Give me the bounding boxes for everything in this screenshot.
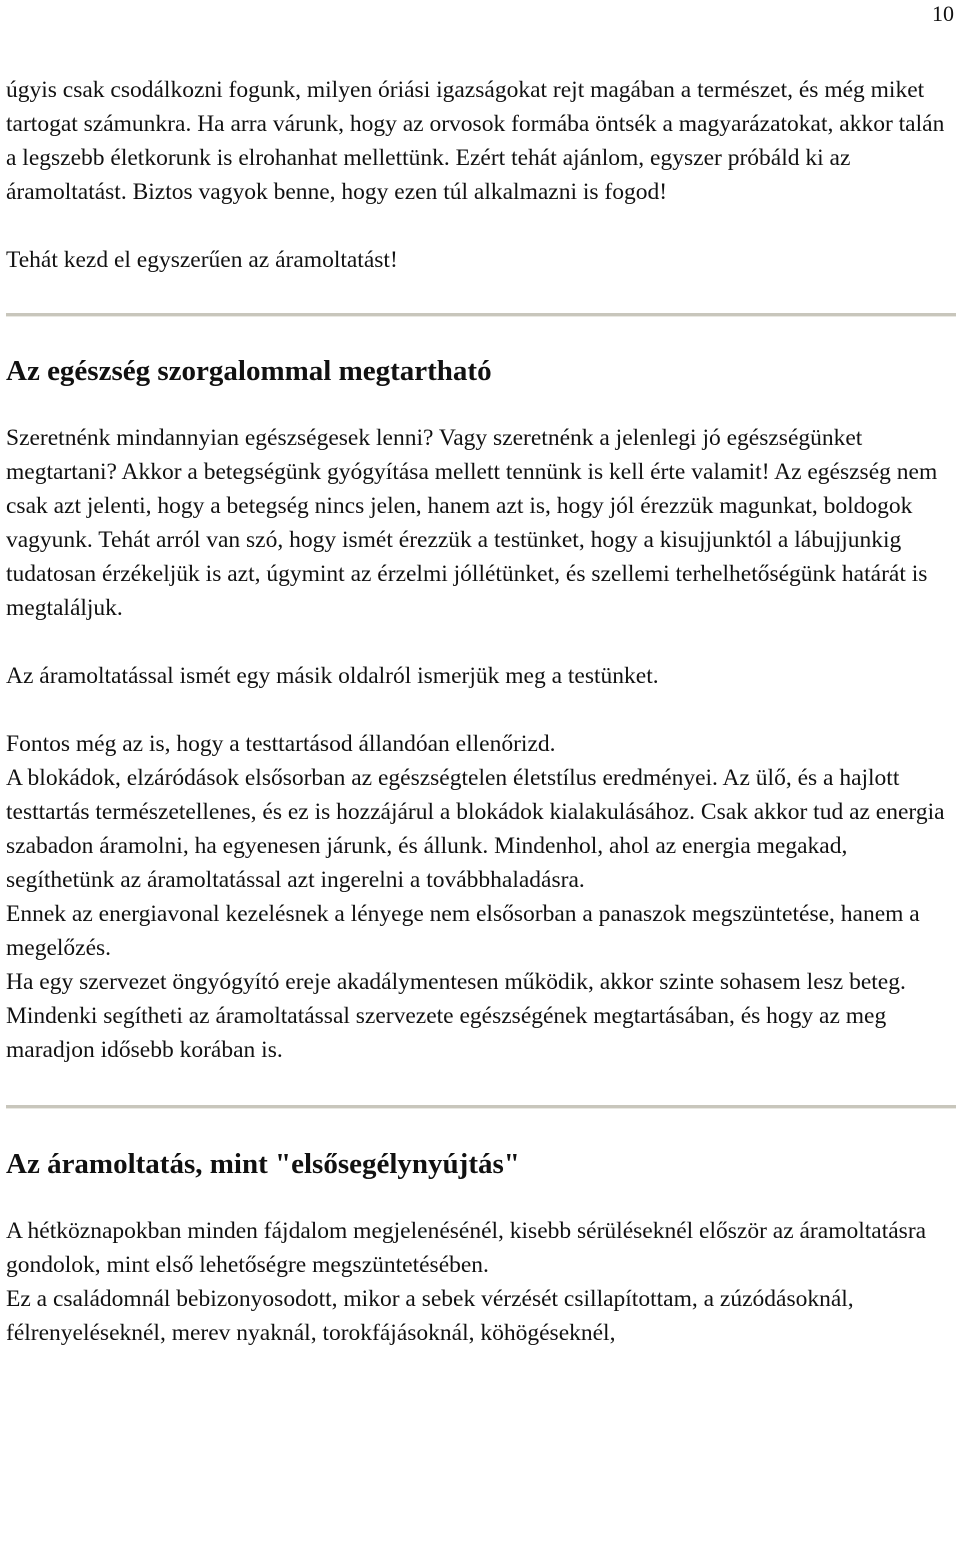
intro-paragraph: úgyis csak csodálkozni fogunk, milyen óriási igazságokat rejt magában a természet, és még miket tartogat számunkra. Ha arra várunk, hogy az orvosok formába öntsék a magyarázatokat, akkor talán a legszebb életkorunk is elrohanhat mellettünk. Ezért tehát ajánlom, egyszer próbáld ki az áramoltatást. Biztos vagyok benne, hogy ezen túl alkalmazni is fogod! bbox=[6, 77, 945, 205]
section1-paragraph: Ennek az energiavonal kezelésnek a lényege nem elsősorban a panaszok megszüntetése, hanem a megelőzés. bbox=[6, 901, 920, 961]
section1-paragraph: Ha egy szervezet öngyógyító ereje akadálymentesen működik, akkor szinte sohasem lesz beteg. bbox=[6, 969, 906, 995]
section1-paragraph: A blokádok, elzáródások elsősorban az egészségtelen életstílus eredményei. Az ülő, és a hajlott testtartás természetellenes, és ez is hozzájárul a blokádok kialakulásához. Csak akkor tud az energia szabadon áramolni, ha egyenesen járunk, és állunk. Mindenhol, ahol az energia megakad, segíthetünk az áramoltatással azt ingerelni a továbbhaladásra. bbox=[6, 765, 945, 893]
spacer bbox=[6, 277, 956, 313]
section1-paragraph: Fontos még az is, hogy a testtartásod állandóan ellenőrizd. bbox=[6, 731, 556, 757]
spacer bbox=[6, 1067, 956, 1105]
section1-paragraph: Az áramoltatással ismét egy másik oldalról ismerjük meg a testünket. bbox=[6, 663, 659, 689]
intro-closing-line: Tehát kezd el egyszerűen az áramoltatást! bbox=[6, 247, 398, 273]
page-number: 10 bbox=[932, 1, 954, 26]
spacer bbox=[6, 317, 956, 354]
spacer bbox=[6, 693, 956, 727]
section-heading-first-aid: Az áramoltatás, mint "elsősegélynyújtás" bbox=[6, 1148, 520, 1180]
spacer bbox=[6, 388, 956, 421]
section2-paragraph: A hétköznapokban minden fájdalom megjelenésénél, kisebb sérüléseknél először az áramoltatásra gondolok, mint első lehetőségre megszüntetésében. bbox=[6, 1218, 927, 1278]
spacer bbox=[6, 1181, 956, 1214]
spacer bbox=[6, 209, 956, 243]
section1-paragraph: Mindenki segítheti az áramoltatással szervezete egészségének megtartásában, és hogy az meg maradjon idősebb korában is. bbox=[6, 1003, 887, 1063]
spacer bbox=[6, 1109, 956, 1147]
section-heading-health: Az egészség szorgalommal megtartható bbox=[6, 355, 492, 387]
spacer bbox=[6, 625, 956, 659]
document-body bbox=[6, 73, 956, 1350]
section2-paragraph: Ez a családomnál bebizonyosodott, mikor a sebek vérzését csillapítottam, a zúzódásoknál, félrenyeléseknél, merev nyaknál, torokfájásoknál, köhögéseknél, bbox=[6, 1286, 854, 1346]
section1-paragraph: Szeretnénk mindannyian egészségesek lenni? Vagy szeretnénk a jelenlegi jó egészségünket megtartani? Akkor a betegségünk gyógyítása mellett tennünk is kell érte valamit! Az egészség nem csak azt jelenti, hogy a betegség nincs jelen, hanem azt is, hogy jól érezzük magunkat, boldogok vagyunk. Tehát arról van szó, hogy ismét érezzük a testünket, hogy a kisujjunktól a lábujjunkig tudatosan érzékeljük is azt, úgymint az érzelmi jóllétünket, és szellemi terhelhetőségünk határát is megtaláljuk. bbox=[6, 425, 938, 621]
